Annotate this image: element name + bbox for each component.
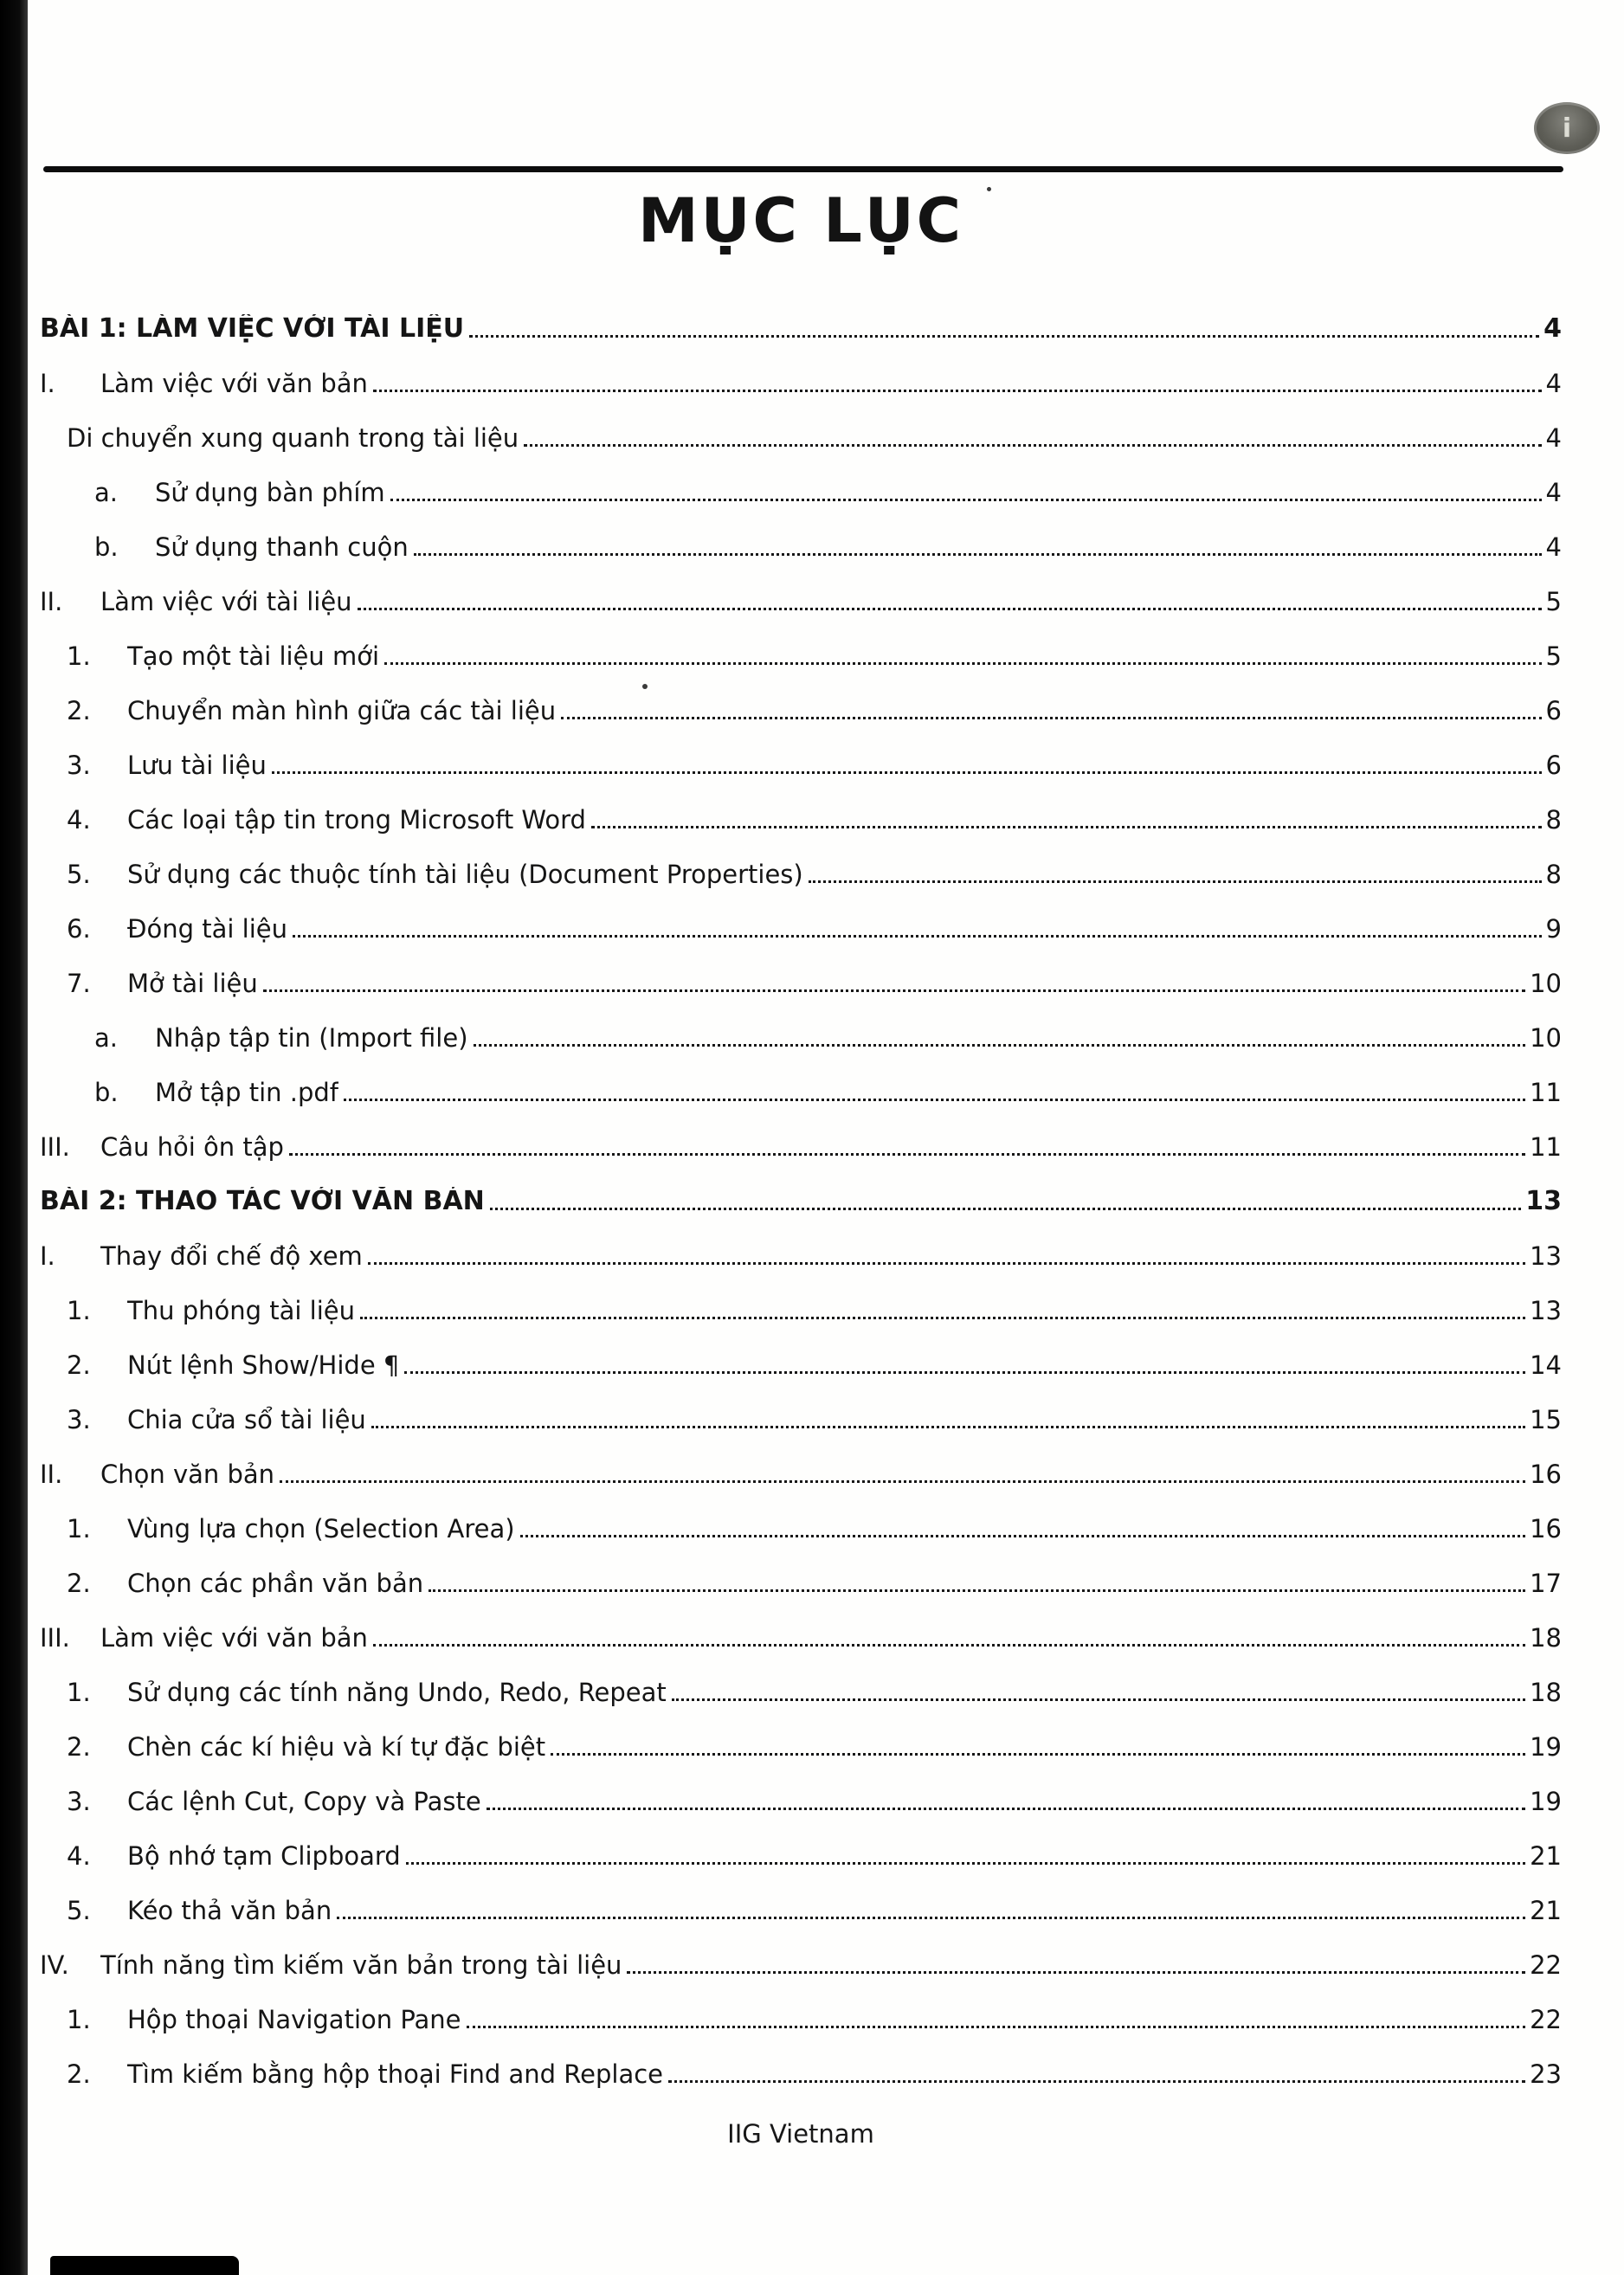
dot-leader: [414, 553, 1542, 556]
toc-entry-page: 8: [1545, 859, 1562, 889]
toc-entry: [40, 1598, 1562, 1653]
page-number-roman: i: [1562, 113, 1572, 144]
toc-entry: [40, 1216, 1562, 1271]
dot-leader: [368, 1262, 1525, 1265]
toc-entry-page: 21: [1530, 1840, 1562, 1871]
toc-entry: [40, 1871, 1562, 1925]
toc-entry-label: Tính năng tìm kiếm văn bản trong tài liệu: [100, 1950, 622, 1980]
toc-entry-page: 4: [1545, 422, 1562, 453]
toc-entry-label: Sử dụng bàn phím: [155, 478, 385, 507]
toc-entry-label: Kéo thả văn bản: [127, 1896, 332, 1925]
toc-entry: [40, 1162, 1562, 1216]
toc-entry: [40, 453, 1562, 507]
toc-entry-label: BÀI 1: LÀM VIỆC VỚI TÀI LIỆU: [40, 313, 465, 344]
dot-leader: [524, 444, 1541, 447]
toc-entry-label: Làm việc với tài liệu: [100, 587, 352, 616]
toc-entry: [40, 1271, 1562, 1325]
toc-entry-label: Di chuyển xung quanh trong tài liệu: [67, 423, 519, 453]
toc-entry: [40, 1053, 1562, 1107]
toc-entry: [40, 1980, 1562, 2034]
toc-entry-marker: b.: [94, 532, 119, 562]
toc-entry: [40, 1925, 1562, 1980]
toc-entry-page: 13: [1525, 1185, 1562, 1216]
toc-entry-page: 5: [1545, 586, 1562, 616]
dot-leader: [469, 335, 1539, 338]
toc-entry-label: Chọn các phần văn bản: [127, 1569, 424, 1598]
toc-entry-page: 4: [1545, 368, 1562, 398]
dot-leader: [280, 1480, 1525, 1483]
page-title: MỤC LỤC: [637, 185, 964, 256]
toc-entry-label: Tìm kiếm bằng hộp thoại Find and Replace: [127, 2059, 663, 2089]
toc-entry-page: 17: [1530, 1568, 1562, 1598]
toc-entry-label: Đóng tài liệu: [127, 914, 287, 944]
toc-entry: [40, 562, 1562, 616]
dot-leader: [358, 608, 1542, 610]
toc-entry-label: Tạo một tài liệu mới: [127, 641, 380, 671]
toc-entry: [40, 398, 1562, 453]
toc-entry-label: Các loại tập tin trong Microsoft Word: [127, 805, 586, 835]
toc-entry-page: 5: [1545, 641, 1562, 671]
toc-list: [40, 289, 1562, 2089]
dot-leader: [293, 935, 1542, 938]
toc-entry: [40, 2034, 1562, 2089]
dot-leader: [490, 1208, 1521, 1210]
toc-entry: [40, 1816, 1562, 1871]
toc-entry: [40, 1380, 1562, 1434]
dot-leader: [289, 1153, 1525, 1156]
dot-leader: [487, 1808, 1525, 1810]
dot-leader: [551, 1753, 1525, 1756]
dot-leader: [373, 390, 1542, 392]
toc-entry-marker: 1.: [67, 1295, 91, 1325]
toc-entry-marker: III.: [40, 1622, 70, 1653]
toc-entry: [40, 1762, 1562, 1816]
toc-entry-label: Nút lệnh Show/Hide ¶: [127, 1350, 400, 1380]
toc-entry-page: 13: [1530, 1295, 1562, 1325]
toc-entry-marker: I.: [40, 368, 55, 398]
toc-entry: [40, 1325, 1562, 1380]
dot-leader: [429, 1589, 1525, 1592]
toc-entry: [40, 1653, 1562, 1707]
toc-entry-page: 14: [1530, 1350, 1562, 1380]
dot-leader: [520, 1535, 1526, 1537]
toc-entry-label: Làm việc với văn bản: [100, 369, 368, 398]
toc-entry: [40, 671, 1562, 725]
toc-entry-page: 8: [1545, 804, 1562, 835]
toc-entry: [40, 1107, 1562, 1162]
dot-leader: [344, 1099, 1525, 1101]
dot-leader: [404, 1371, 1525, 1374]
dot-leader: [390, 499, 1542, 501]
book-spine-shadow: [0, 0, 28, 2275]
toc-entry: [40, 507, 1562, 562]
toc-entry-label: Chọn văn bản: [100, 1460, 275, 1489]
toc-entry: [40, 289, 1562, 344]
toc-entry-marker: 5.: [67, 1895, 91, 1925]
scan-speck: [987, 187, 991, 191]
dot-leader: [371, 1426, 1525, 1428]
toc-entry-page: 6: [1545, 695, 1562, 725]
toc-entry-marker: 2.: [67, 695, 91, 725]
toc-entry-marker: 5.: [67, 859, 91, 889]
toc-entry-marker: 4.: [67, 1840, 91, 1871]
dot-leader: [272, 771, 1542, 774]
toc-entry-page: 22: [1530, 1950, 1562, 1980]
dot-leader: [809, 880, 1542, 883]
toc-entry-marker: 2.: [67, 1568, 91, 1598]
dot-leader: [591, 826, 1542, 828]
toc-entry-label: Chia cửa sổ tài liệu: [127, 1405, 366, 1434]
toc-entry-marker: 1.: [67, 641, 91, 671]
toc-entry-label: Sử dụng thanh cuộn: [155, 532, 409, 562]
toc-entry-page: 13: [1530, 1241, 1562, 1271]
dot-leader: [406, 1862, 1525, 1865]
toc-entry: [40, 780, 1562, 835]
toc-entry: [40, 889, 1562, 944]
toc-entry-page: 10: [1530, 968, 1562, 998]
dot-leader: [561, 717, 1541, 719]
toc-entry: [40, 1544, 1562, 1598]
toc-entry-label: Mở tài liệu: [127, 969, 258, 998]
toc-entry-label: Nhập tập tin (Import file): [155, 1023, 468, 1053]
toc-entry-page: 15: [1530, 1404, 1562, 1434]
toc-entry-page: 16: [1530, 1513, 1562, 1544]
dot-leader: [384, 662, 1541, 665]
toc-entry-marker: b.: [94, 1077, 119, 1107]
toc-entry-marker: II.: [40, 1459, 63, 1489]
toc-entry: [40, 616, 1562, 671]
toc-entry-marker: 4.: [67, 804, 91, 835]
dot-leader: [373, 1644, 1525, 1647]
toc-entry-label: Sử dụng các tính năng Undo, Redo, Repeat: [127, 1678, 667, 1707]
toc-entry-page: 23: [1530, 2059, 1562, 2089]
toc-entry-marker: 1.: [67, 1677, 91, 1707]
toc-entry: [40, 835, 1562, 889]
dot-leader: [337, 1917, 1525, 1919]
toc-entry-label: Sử dụng các thuộc tính tài liệu (Document Properties): [127, 860, 803, 889]
toc-entry-marker: 3.: [67, 1786, 91, 1816]
toc-entry-marker: 6.: [67, 913, 91, 944]
toc-entry-marker: 1.: [67, 1513, 91, 1544]
toc-entry-marker: III.: [40, 1131, 70, 1162]
toc-entry-label: Lưu tài liệu: [127, 751, 267, 780]
toc-entry-marker: 1.: [67, 2004, 91, 2034]
dot-leader: [627, 1971, 1525, 1974]
scan-speck: [642, 684, 648, 689]
toc-entry-page: 19: [1530, 1731, 1562, 1762]
toc-entry-page: 22: [1530, 2004, 1562, 2034]
toc-entry-marker: a.: [94, 477, 118, 507]
dot-leader: [474, 1044, 1526, 1047]
toc-entry-page: 9: [1545, 913, 1562, 944]
toc-entry-label: Các lệnh Cut, Copy và Paste: [127, 1787, 481, 1816]
toc-entry: [40, 1489, 1562, 1544]
toc-entry-marker: 2.: [67, 1350, 91, 1380]
toc-entry: [40, 1434, 1562, 1489]
scan-artifact: [50, 2256, 239, 2275]
toc-entry-page: 4: [1545, 477, 1562, 507]
dot-leader: [467, 2026, 1526, 2028]
toc-entry-label: BÀI 2: THAO TÁC VỚI VĂN BẢN: [40, 1186, 485, 1216]
toc-entry-marker: 2.: [67, 1731, 91, 1762]
toc-entry-page: 4: [1543, 313, 1562, 344]
toc-entry-label: Chuyển màn hình giữa các tài liệu: [127, 696, 557, 725]
toc-entry-marker: 3.: [67, 750, 91, 780]
page-number-badge: [1534, 102, 1600, 154]
toc-entry-page: 18: [1530, 1677, 1562, 1707]
toc-entry-label: Làm việc với văn bản: [100, 1623, 368, 1653]
toc-entry-page: 16: [1530, 1459, 1562, 1489]
toc-entry-page: 4: [1545, 532, 1562, 562]
toc-entry-label: Câu hỏi ôn tập: [100, 1132, 284, 1162]
toc-entry-label: Mở tập tin .pdf: [155, 1078, 339, 1107]
toc-entry-page: 18: [1530, 1622, 1562, 1653]
toc-entry: [40, 344, 1562, 398]
toc-entry-page: 10: [1530, 1022, 1562, 1053]
toc-entry: [40, 725, 1562, 780]
toc-entry: [40, 1707, 1562, 1762]
toc-entry-marker: 7.: [67, 968, 91, 998]
toc-entry: [40, 944, 1562, 998]
toc-entry-marker: 3.: [67, 1404, 91, 1434]
toc-entry-label: Bộ nhớ tạm Clipboard: [127, 1841, 401, 1871]
dot-leader: [263, 989, 1525, 992]
toc-entry: [40, 998, 1562, 1053]
toc-entry-marker: 2.: [67, 2059, 91, 2089]
toc-entry-page: 11: [1530, 1131, 1562, 1162]
dot-leader: [672, 1698, 1525, 1701]
toc-entry-page: 6: [1545, 750, 1562, 780]
toc-entry-page: 21: [1530, 1895, 1562, 1925]
toc-entry-label: Vùng lựa chọn (Selection Area): [127, 1514, 515, 1544]
toc-entry-marker: II.: [40, 586, 63, 616]
dot-leader: [360, 1317, 1525, 1319]
toc-entry-label: Chèn các kí hiệu và kí tự đặc biệt: [127, 1732, 546, 1762]
header-rule: [43, 166, 1563, 172]
toc-entry-label: Hộp thoại Navigation Pane: [127, 2005, 461, 2034]
toc-entry-page: 19: [1530, 1786, 1562, 1816]
toc-entry-page: 11: [1530, 1077, 1562, 1107]
dot-leader: [668, 2080, 1525, 2083]
toc-entry-marker: a.: [94, 1022, 118, 1053]
toc-entry-label: Thu phóng tài liệu: [127, 1296, 355, 1325]
toc-entry-label: Thay đổi chế độ xem: [100, 1241, 363, 1271]
toc-entry-marker: IV.: [40, 1950, 69, 1980]
toc-entry-marker: I.: [40, 1241, 55, 1271]
page-footer: IIG Vietnam: [727, 2119, 874, 2149]
